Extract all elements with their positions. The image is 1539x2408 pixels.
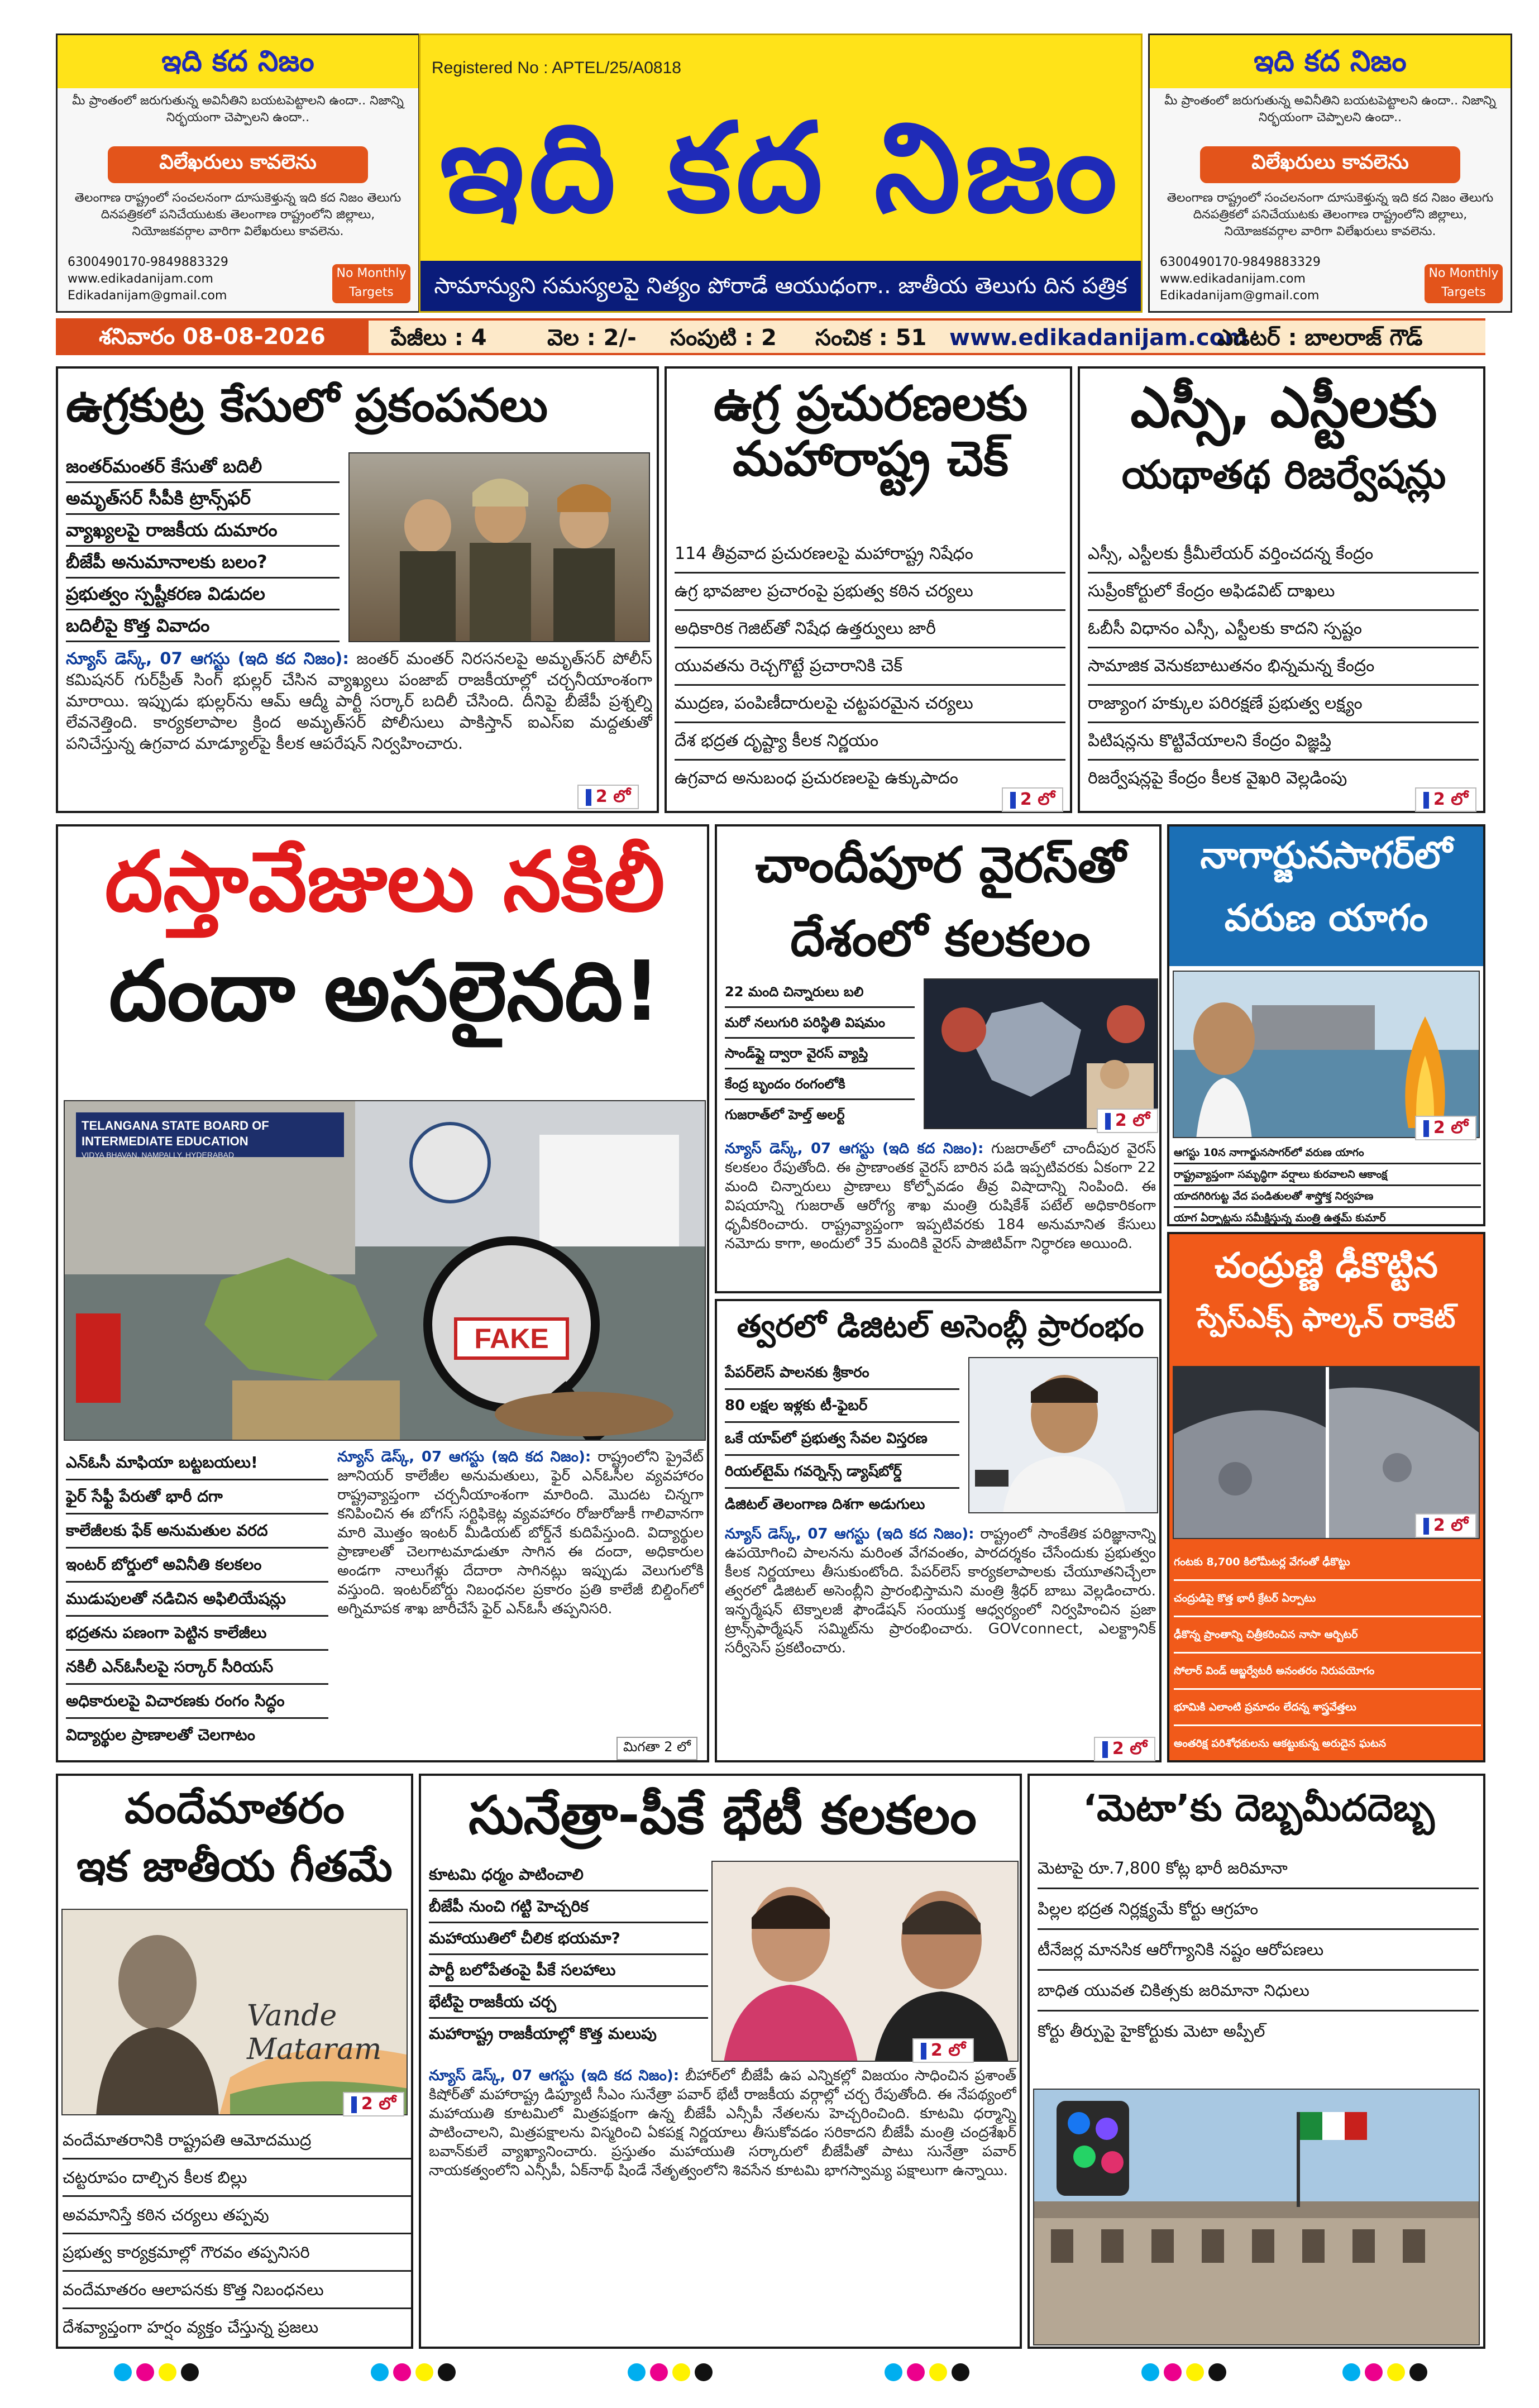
bullet-item: ఢీకొన్న ప్రాంతాన్ని చిత్రీకరించిన నాసా ఆర్బిటర్ — [1174, 1617, 1481, 1654]
bullet-item: రాజ్యాంగ హక్కుల పరిరక్షణే ప్రభుత్వ లక్ష్యం — [1088, 686, 1479, 723]
issue-pages: పేజీలు : 4 — [391, 325, 487, 351]
minister-image — [969, 1358, 1158, 1513]
story-bullets — [429, 1860, 708, 2049]
story-headline-1: చంద్రుణ్ణి ఢీకొట్టిన — [1215, 1245, 1438, 1286]
bullet-item: కాలేజీలకు ఫేక్ అనుమతుల వరద — [66, 1514, 328, 1549]
dateline: న్యూస్ డెస్క్, 07 ఆగస్టు (ఇది కద నిజం): — [429, 2067, 680, 2084]
story-text: రాష్ట్రంలోని ప్రైవేట్ జూనియర్ కాలేజీల అనుమతులు, ఫైర్ ఎన్ఓసీల వ్యవహారం రాష్ట్రవ్యాప్తంగా చర్చనీయాంశంగా మారింది. మొదట చిన్నగా కనిపించిన ఈ బోగస్ సర్టిఫికెట్ల వ్యవహారం రోజురోజుకీ గాలివానగా మారి మొత్తం ఇంటర్ మీడియట్ బోర్డ్‌నే కుదిపేస్తుంది. విద్యార్థుల ప్రాణాలతో చెలగాటమాడుతూ సాగిన ఈ దందా, అధికారుల అండగా నాలుగేళ్లు దేదారా సాగినట్లు ఇప్పుడు వెలుగులోకి వస్తుంది. ఇంటర్‌బోర్డు నిబంధనల ప్రకారం ప్రతి కాలేజీ బిల్డింగ్‌లో అగ్నిమాపక శాఖ జారీచేసే ఫైర్ ఎన్ఓసీ తప్పనిసరి. — [337, 1449, 704, 1617]
ad-contact — [68, 254, 228, 304]
bullet-item: అమృత్‌సర్ సీపీకి ట్రాన్స్‌ఫర్ — [66, 483, 340, 515]
ad-no-target-badge: No Monthly Targets — [1425, 264, 1503, 303]
story-meta-fine — [1027, 1774, 1485, 2349]
intermediate-board-collage — [64, 1100, 706, 1441]
ad-title: ఇది కద నిజం — [58, 35, 418, 88]
bullet-item: రాష్ట్రవ్యాప్తంగా సమృద్ధిగా వర్షాలు కురవాలని ఆకాంక్ష — [1174, 1164, 1481, 1186]
issue-info-bar — [56, 318, 1485, 355]
politicians-image — [713, 1862, 1019, 2062]
bullet-item: సామాజిక వెనుకబాటుతనం భిన్నమన్న కేంద్రం — [1088, 648, 1479, 686]
story-varuna-yagam — [1167, 824, 1485, 1226]
ad-text: మీ ప్రాంతంలో జరుగుతున్న అవినీతిని బయటపెట్టాలని ఉందా.. నిజాన్ని నిర్భయంగా చెప్పాలని ఉందా.. — [1164, 94, 1496, 125]
bullet-item: బీజేపీ అనుమానాలకు బలం? — [66, 547, 340, 579]
issue-editor: ఎడిటర్ : బాలరాజ్ గౌడ్ — [1217, 325, 1423, 351]
story-text: బీహార్‌లో బీజేపీ ఉప ఎన్నికల్లో విజయం సాధించిన ప్రశాంత్ కిషోర్‌తో మహారాష్ట్ర డిప్యూటీ సీఎం సునేత్రా పవార్ భేటీ రాజకీయ వర్గాల్లో చర్చ రేపుతోంది. ఈ నేపథ్యంలో మహాయుతి కూటమిలో మిత్రపక్షంగా ఉన్న బీజేపీ ఎన్సీపీ నేతలను హెచ్చరించింది. కూటమి ధర్మాన్ని పాటించాలని, మిత్రపక్షాలను విస్మరించి ఏకపక్ష నిర్ణయాలు తీసుకోవడం సరికాదని బీజేపీ మంత్రి చంద్రశేఖర్ బవాన్‌కులే వ్యాఖ్యానించారు. ప్రస్తుతం మహాయుతి సర్కారులో బీజేపీతో పాటు సునేత్రా పవార్ నాయకత్వంలోని ఎన్సీపీ, ఏక్‌నాథ్ షిండే నేతృత్వంలోని శివసేన కూటమి భాగస్వామ్య పక్షాలుగా ఉన్నాయి. — [429, 2067, 1016, 2179]
story-headline: సునేత్రా-పీకే భేటీ కలకలం — [469, 1785, 977, 1846]
story-bullets — [725, 1357, 959, 1520]
left-ad — [56, 34, 420, 313]
ad-text: మీ ప్రాంతంలో జరుగుతున్న అవినీతిని బయటపెట్టాలని ఉందా.. నిజాన్ని నిర్భయంగా చెప్పాలని ఉందా.. — [72, 94, 404, 125]
story-bullets — [66, 1446, 328, 1751]
story-bullets — [1174, 1143, 1481, 1228]
bullet-item: చంద్రుడిపై కొత్త భారీ క్రేటర్ ఏర్పాటు — [1174, 1581, 1481, 1617]
bullet-item: 114 తీవ్రవాద ప్రచురణలపై మహారాష్ట్ర నిషేధం — [675, 536, 1065, 574]
bullet-item: వందేమాతరానికి రాష్ట్రపతి ఆమోదముద్ర — [63, 2122, 411, 2159]
story-headline-1: చాందీపూర వైరస్‌తో — [755, 836, 1126, 894]
story-chandipura-virus — [715, 824, 1162, 1293]
continued-badge[interactable]: 2 లో — [1415, 1116, 1476, 1140]
bullet-item: ఎస్సీ, ఎస్టీలకు క్రీమీలేయర్ వర్తించదన్న కేంద్రం — [1088, 536, 1479, 574]
issue-price: వెల : 2/- — [547, 325, 637, 351]
continued-badge[interactable]: 2 లో — [912, 2038, 974, 2063]
lead-headline-2: దందా అసలైనది! — [108, 943, 661, 1039]
bullet-item: 22 మంది చిన్నారులు బలి — [725, 977, 915, 1008]
ad-web: www.edikadanijam.com — [68, 272, 213, 286]
vande-mataram-photo — [61, 1909, 408, 2115]
fake-stamp: FAKE — [474, 1323, 549, 1354]
masthead — [419, 34, 1143, 313]
continued-badge[interactable]: 2 లో — [1097, 1109, 1158, 1133]
bullet-item: భద్రతను పణంగా పెట్టిన కాలేజీలు — [66, 1617, 328, 1651]
story-body — [337, 1447, 704, 1727]
bullet-item: వ్యాఖ్యలపై రాజకీయ దుమారం — [66, 515, 340, 547]
color-registration-marks — [112, 2361, 1430, 2383]
bullet-item: దేశవ్యాప్తంగా హర్షం వ్యక్తం చేస్తున్న ప్రజలు — [63, 2318, 319, 2337]
bullet-item: మహాయుతిలో చీలిక భయమా? — [429, 1923, 708, 1955]
ad-web: www.edikadanijam.com — [1160, 272, 1306, 286]
bullet-item: వందేమాతరం ఆలాపనకు కొత్త నిబంధనలు — [63, 2272, 411, 2309]
ad-banner: విలేఖరులు కావలెను — [1200, 146, 1460, 183]
story-digital-assembly — [715, 1299, 1162, 1762]
bullet-item: ఒకే యాప్‌లో ప్రభుత్వ సేవల విస్తరణ — [725, 1423, 959, 1456]
bullet-item: అధికారులపై విచారణకు రంగం సిద్ధం — [66, 1685, 328, 1719]
ad-text-2: తెలంగాణ రాష్ట్రంలో సంచలనంగా దూసుకెళ్తున్న ఇది కద నిజం తెలుగు దినపత్రికలో పనిచేయుటకు తెలంగాణ రాష్ట్రంలోని జిల్లాలు, నియోజకవర్గాల వారిగా విలేఖరులు కావలెను. — [74, 191, 402, 238]
story-headline-2: దేశంలో కలకలం — [790, 910, 1091, 967]
bullet-item: యువతను రెచ్చగొట్టే ప్రచారానికి చెక్ — [675, 648, 1065, 686]
story-headline-2: యథాతథ రిజర్వేషన్లు — [1121, 452, 1446, 498]
right-ad — [1148, 34, 1512, 313]
bullet-item: ఎన్ఓసీ మాఫియా బట్టబయలు! — [66, 1446, 328, 1480]
bullet-item: దేశ భద్రత దృష్ట్యా కీలక నిర్ణయం — [675, 723, 1065, 761]
bullet-item: పేపర్‌లెస్ పాలనకు శ్రీకారం — [725, 1357, 959, 1390]
story-headline-2: స్పేస్ఎక్స్ ఫాల్కన్ రాకెట్ — [1197, 1302, 1456, 1334]
bullet-item: ముడుపులతో నడిచిన అఫిలియేషన్లు — [66, 1583, 328, 1617]
story-bullets — [1174, 1545, 1481, 1761]
dam-and-fire-image — [1174, 972, 1480, 1138]
story-body — [66, 648, 652, 782]
board-name: TELANGANA STATE BOARD OF INTERMEDIATE EDUCATION — [82, 1119, 269, 1148]
bullet-item: 80 లక్షల ఇళ్లకు టీ-ఫైబర్ — [725, 1390, 959, 1423]
meta-photo — [1033, 2089, 1480, 2345]
bullet-item: అధికారిక గెజిట్‌తో నిషేధ ఉత్తర్వులు జారీ — [675, 611, 1065, 648]
bullet-item: డిజిటల్ తెలంగాణ దిశగా అడుగులు — [725, 1496, 925, 1513]
ad-phone: 6300490170-9849883329 — [68, 255, 228, 269]
story-headline: ఉగ్ర ప్రచురణలకు మహారాష్ట్ర చెక్ — [713, 376, 1028, 487]
continued-note[interactable]: మిగతా 2 లో — [616, 1737, 697, 1760]
ad-text-2: తెలంగాణ రాష్ట్రంలో సంచలనంగా దూసుకెళ్తున్న ఇది కద నిజం తెలుగు దినపత్రికలో పనిచేయుటకు తెలంగాణ రాష్ట్రంలోని జిల్లాలు, నియోజకవర్గాల వారిగా విలేఖరులు కావలెను. — [1167, 191, 1494, 238]
story-headline-2: వరుణ యాగం — [1224, 896, 1428, 939]
bullet-item: భేటీపై రాజకీయ చర్చ — [429, 1987, 708, 2019]
newspaper-title: ఇది కద నిజం — [439, 97, 1122, 240]
story-reservations — [1078, 366, 1485, 813]
ad-email: Edikadanijam@gmail.com — [1160, 289, 1320, 303]
bullet-item: జంతర్‌మంతర్ కేసుతో బదిలీ — [66, 451, 340, 483]
ad-no-target-badge: No Monthly Targets — [332, 264, 410, 303]
bullet-item: గంటకు 8,700 కిలోమీటర్ల వేగంతో ఢీకొట్టు — [1174, 1545, 1481, 1581]
story-body — [725, 1139, 1156, 1290]
story-terror-case — [56, 366, 659, 813]
bullet-item: బదిలీపై కొత్త వివాదం — [66, 610, 340, 642]
story-headline-1: నాగార్జునసాగర్‌లో — [1200, 834, 1452, 877]
story-headline-panel — [1169, 826, 1483, 966]
story-sunetra-pk-meet — [419, 1774, 1022, 2349]
bullet-item: ఇంటర్ బోర్డులో అవినీతి కలకలం — [66, 1549, 328, 1583]
story-headline-1: ఎస్సీ, ఎస్టీలకు — [1130, 375, 1437, 440]
ad-phone: 6300490170-9849883329 — [1160, 255, 1321, 269]
continued-badge[interactable]: 2 లో — [1415, 787, 1476, 812]
issue-website[interactable]: www.edikadanijam.com — [949, 325, 1248, 351]
continued-badge[interactable]: 2 లో — [1415, 1513, 1476, 1538]
bullet-item: అంతరిక్ష పరిశోధకులను ఆకట్టుకున్న అరుదైన ఘటన — [1174, 1737, 1387, 1750]
bullet-item: రియల్‌టైమ్ గవర్నెన్స్ డ్యాష్‌బోర్డ్ — [725, 1456, 959, 1489]
issue-date: శనివారం 08-08-2026 — [56, 321, 369, 353]
story-text: రాష్ట్రంలో సాంకేతిక పరిజ్ఞానాన్ని ఉపయోగించి పాలనను మరింత వేగవంతం, పారదర్శకం చేసేందుకు ప్రభుత్వం కీలక నిర్ణయాలు తీసుకుంటోంది. పేపర్‌లెస్ కార్యకలాపాలకు చేయూతనిచ్చేలా త్వరలో డిజిటల్ అసెంబ్లీని ప్రారంభిస్తామని మంత్రి శ్రీధర్ బాబు వెల్లడించారు. ఇన్ఫర్మేషన్ టెక్నాలజీ ఫౌండేషన్ సంయుక్త ఆధ్వర్యంలో నిర్వహించిన ప్రజా ట్రాన్స్‌ఫార్మేషన్ సమ్మిట్‌ను ప్రారంభించారు. GOVconnect, ఎలక్ట్రానిక్ సర్వీసెస్ ప్రకటించారు. — [725, 1526, 1156, 1656]
bullet-item: చట్టరూపం దాల్చిన కీలక బిల్లు — [63, 2159, 411, 2197]
bullet-item: పిల్లల భద్రత నిర్లక్ష్యమే కోర్టు ఆగ్రహం — [1038, 1889, 1479, 1930]
police-photo — [348, 452, 650, 642]
bullet-item: బీజేపీ నుంచి గట్టి హెచ్చరిక — [429, 1891, 708, 1923]
bullet-item: పిటిషన్లను కొట్టివేయాలని కేంద్రం విజ్ఞప్తి — [1088, 723, 1479, 761]
story-headline: ‘మెటా’కు దెబ్బమీదదెబ్బ — [1083, 1786, 1435, 1829]
story-headline: త్వరలో డిజిటల్ అసెంబ్లీ ప్రారంభం — [737, 1308, 1144, 1345]
registration-number: Registered No : APTEL/25/A0818 — [432, 59, 681, 77]
bullet-item: యాగ ఏర్పాట్లను సమీక్షిస్తున్న మంత్రి ఉత్తమ్ కుమార్ — [1174, 1212, 1386, 1224]
bullet-item: నకిలీ ఎన్ఓసీలపై సర్కార్ సీరియస్ — [66, 1651, 328, 1685]
story-text: జంతర్ మంతర్ నిరసనలపై అమృత్‌సర్ పోలీస్ కమిషనర్ గుర్‌ప్రీత్ సింగ్ భుల్లర్ చేసిన వ్యాఖ్యలు పంజాబ్ రాజకీయాల్లో చర్చనీయాంశంగా మారాయి. ఇప్పుడు భుల్లర్‌ను ఆమ్ ఆద్మీ పార్టీ సర్కార్ బదిలీ చేసింది. దీనిపై బీజేపీ ప్రశ్నల్ని లేవనెత్తింది. కార్యకలాపాల క్రింద అమృత్‌సర్ పోలీసులు పాకిస్తాన్ ఐఎస్ఐ మద్దతుతో పనిచేస్తున్న ఉగ్రవాద మాడ్యూల్‌పై కీలక ఆపరేషన్ నిర్వహించారు. — [66, 649, 652, 753]
story-bullets — [1038, 1848, 1479, 2051]
story-bullets — [1088, 536, 1479, 796]
bullet-item: ఆగస్టు 10న నాగార్జునసాగర్‌లో వరుణ యాగం — [1174, 1143, 1481, 1164]
bullet-item: సుప్రీంకోర్టులో కేంద్రం అఫిడవిట్ దాఖలు — [1088, 574, 1479, 611]
continued-badge[interactable]: 2 లో — [1002, 787, 1063, 812]
dateline: న్యూస్ డెస్క్, 07 ఆగస్టు (ఇది కద నిజం): — [66, 649, 349, 668]
ad-title: ఇది కద నిజం — [1150, 35, 1511, 88]
story-body — [429, 2066, 1016, 2334]
lead-headline-1: దస్తావేజులు నకిలీ — [104, 834, 665, 930]
story-bullets — [675, 536, 1065, 796]
bullet-item: పార్టీ బలోపేతంపై పీకే సలహాలు — [429, 1955, 708, 1987]
bullet-item: మెటాపై రూ.7,800 కోట్ల భారీ జరిమానా — [1038, 1848, 1479, 1889]
continued-badge[interactable]: 2 లో — [1094, 1737, 1155, 1761]
bullet-item: ప్రభుత్వం స్పష్టీకరణ విడుదల — [66, 579, 340, 610]
story-headline-1: వందేమాతరం — [125, 1783, 345, 1833]
bullet-item: అవమానిస్తే కఠిన చర్యలు తప్పవు — [63, 2197, 411, 2234]
bullet-item: కోర్టు తీర్పుపై హైకోర్టుకు మెటా అప్పీల్ — [1038, 2022, 1265, 2041]
sagar-photo — [1173, 971, 1480, 1138]
bullet-item: భూమికి ఎలాంటి ప్రమాదం లేదన్న శాస్త్రవేత్తలు — [1174, 1690, 1481, 1726]
bullet-item: సోలార్ విండ్ ఆబ్జర్వేటరీ అనంతరం నిరుపయోగం — [1174, 1654, 1481, 1690]
bullet-item: ఉగ్రవాద అనుబంధ ప్రచురణలపై ఉక్కుపాదం — [675, 768, 959, 788]
continued-badge[interactable]: 2 లో — [577, 785, 639, 809]
ad-contact — [1160, 254, 1321, 304]
issue-volume: సంపుటి : 2 — [670, 325, 777, 351]
ad-email: Edikadanijam@gmail.com — [68, 289, 227, 303]
bullet-item: టీనేజర్ల మానసిక ఆరోగ్యానికి నష్టం ఆరోపణలు — [1038, 1930, 1479, 1971]
board-address: VIDYA BHAVAN, NAMPALLY, HYDERABAD — [82, 1150, 235, 1159]
bullet-item: ప్రభుత్వ కార్యక్రమాల్లో గౌరవం తప్పనిసరి — [63, 2234, 411, 2272]
bullet-item: యాదగిరిగుట్ట వేద పండితులతో శాస్త్రోక్త నిర్వహణ — [1174, 1186, 1481, 1208]
minister-photo — [968, 1357, 1158, 1513]
story-fake-documents — [56, 824, 709, 1762]
dateline: న్యూస్ డెస్క్, 07 ఆగస్టు (ఇది కద నిజం): — [337, 1449, 591, 1465]
story-bullets — [725, 977, 915, 1129]
bullet-item: రిజర్వేషన్లపై కేంద్రం కీలక వైఖరి వెల్లడింపు — [1088, 768, 1347, 788]
bullet-item: ముద్రణ, పంపిణీదారులపై చట్టపరమైన చర్యలు — [675, 686, 1065, 723]
bullet-item: సాండ్‌ఫ్లై ద్వారా వైరస్ వ్యాప్తి — [725, 1039, 915, 1069]
story-text: గుజరాత్‌లో చాందీపుర వైరస్ కలకలం రేపుతోంది. ఈ ప్రాణాంతక వైరస్ బారిన పడి ఇప్పటివరకు ఏకంగా 22 మంది చిన్నారులు ప్రాణాలు కోల్పోవడం తీవ్ర విషాదాన్ని నింపింది. ఈ విషయాన్ని గుజరాత్ ఆరోగ్య శాఖ మంత్రి రుషికేశ్ పటేల్ అధికారికంగా ధృవీకరించారు. రాష్ట్రవ్యాప్తంగా ఇప్పటివరకు 184 అనుమానిత కేసులు నమోదు కాగా, అందులో 35 మందికి వైరస్ పాజిటివ్‌గా నిర్ధారణ అయింది. — [725, 1140, 1156, 1252]
story-spacex-rocket — [1167, 1232, 1485, 1762]
sunetra-pk-photo — [711, 1861, 1019, 2062]
bullet-item: బాధిత యువత చికిత్సకు జరిమానా నిధులు — [1038, 1971, 1479, 2012]
bullet-item: మరో నలుగురి పరిస్థితి విషమం — [725, 1008, 915, 1039]
photo-caption: Vande Mataram — [247, 1999, 382, 2066]
virus-photo — [924, 978, 1158, 1129]
story-bullets — [66, 451, 340, 642]
story-maharashtra-ban — [665, 366, 1072, 813]
story-body — [725, 1525, 1156, 1737]
bullet-item: ఫైర్ సేఫ్టీ పేరుతో భారీ దగా — [66, 1480, 328, 1514]
bullet-item: విద్యార్థుల ప్రాణాలతో చెలగాటం — [66, 1726, 255, 1744]
dateline: న్యూస్ డెస్క్, 07 ఆగస్టు (ఇది కద నిజం): — [725, 1526, 974, 1542]
dateline: న్యూస్ డెస్క్, 07 ఆగస్టు (ఇది కద నిజం): — [725, 1140, 984, 1157]
story-bullets — [63, 2122, 411, 2345]
story-headline: ఉగ్రకుట్ర కేసులో ప్రకంపనలు — [66, 379, 548, 432]
bullet-item: ఓబీసీ విధానం ఎస్సీ, ఎస్టీలకు కాదని స్పష్టం — [1088, 611, 1479, 648]
story-headline-2: ఇక జాతీయ గీతమే — [77, 1841, 393, 1891]
bullet-item: కూటమి ధర్మం పాటించాలి — [429, 1860, 708, 1891]
bullet-item: కేంద్ర బృందం రంగంలోకి — [725, 1069, 915, 1100]
police-officers-image — [350, 453, 650, 642]
newspaper-tagline: సామాన్యుని సమస్యలపై నిత్యం పోరాడే ఆయుధంగా.. జాతీయ తెలుగు దిన పత్రిక — [420, 261, 1141, 311]
story-vande-mataram — [56, 1774, 413, 2349]
court-building-image — [1034, 2090, 1480, 2345]
bullet-item: ఉగ్ర భావజాల ప్రచారంపై ప్రభుత్వ కఠిన చర్యలు — [675, 574, 1065, 611]
bullet-item: గుజరాత్‌లో హెల్త్ అలర్ట్ — [725, 1107, 845, 1122]
issue-number: సంచిక : 51 — [815, 325, 927, 351]
virus-map-image — [925, 980, 1158, 1129]
ad-banner: విలేఖరులు కావలెను — [108, 146, 368, 183]
printer-marks-icon — [112, 2361, 1430, 2383]
bullet-item: మహారాష్ట్ర రాజకీయాల్లో కొత్త మలుపు — [429, 2024, 657, 2043]
continued-badge[interactable]: 2 లో — [343, 2092, 404, 2116]
